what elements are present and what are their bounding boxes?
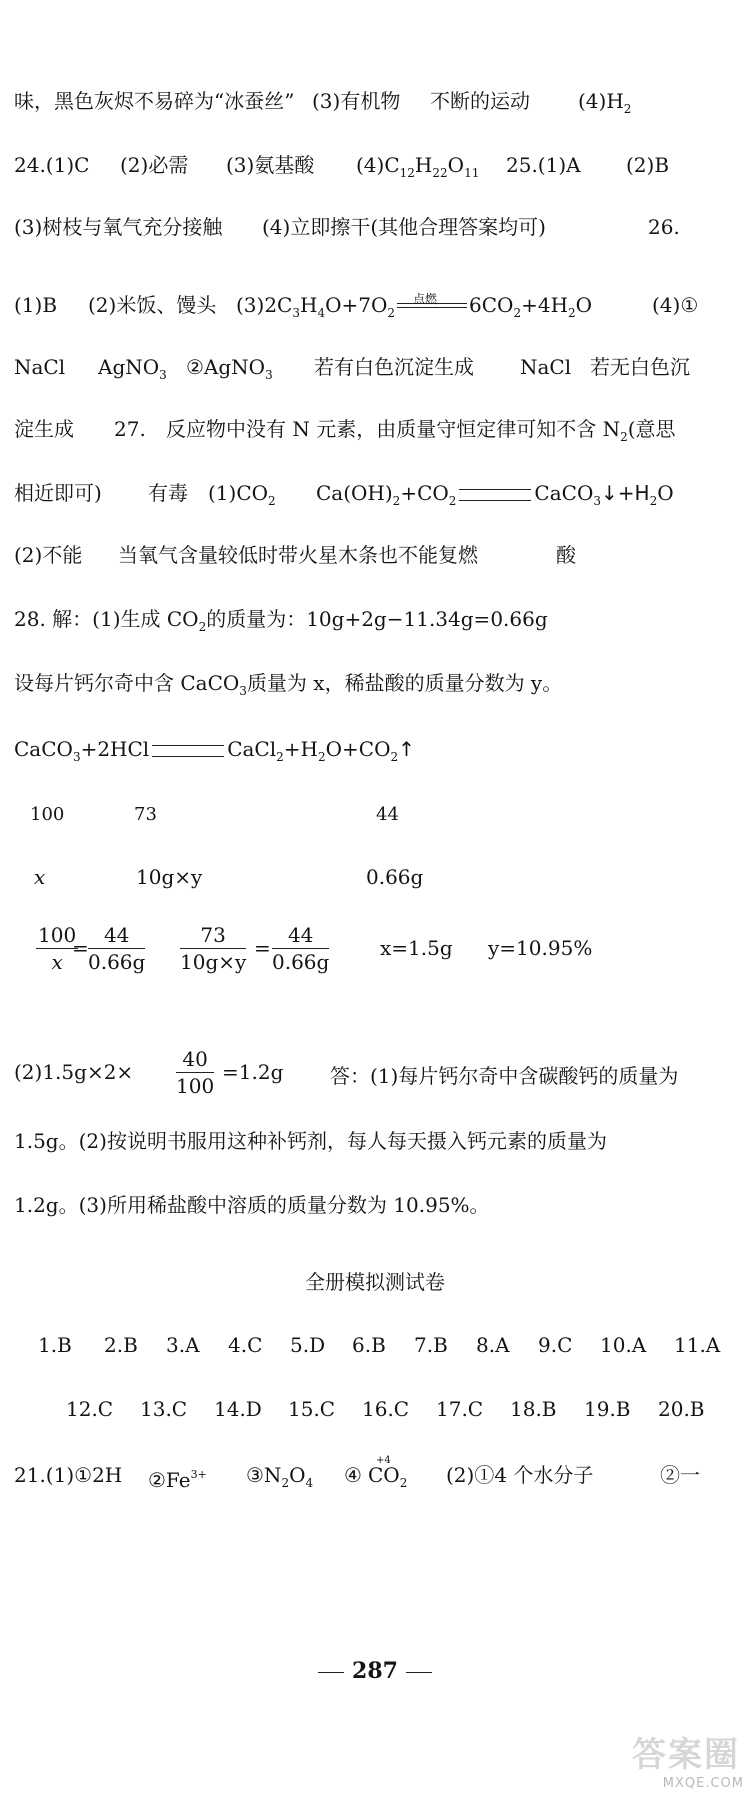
text: ②AgNO [186,355,266,379]
formula [208,478,276,516]
text: 6CO [469,293,514,317]
answer-item: 13.C [140,1397,188,1421]
subscript: 3 [593,494,601,508]
subscript: 2 [392,494,401,508]
text: (2)必需 [120,153,189,177]
fraction [176,1046,214,1099]
condition-label: 点燃 [413,292,438,306]
text: H [300,293,318,317]
text: Ca(OH) [316,481,393,505]
text: 1.2g。(3)所用稀盐酸中溶质的质量分数为 10.95%。 [14,1193,490,1217]
equation [316,478,674,516]
subscript: 22 [432,166,448,180]
equation [14,734,415,772]
answer-line [0,668,750,728]
text: 答：(1)每片钙尔奇中含碳酸钙的质量为 [330,1064,679,1088]
text: ↓+H [601,481,650,505]
subscript: 2 [399,1476,408,1490]
text: (3)树枝与氧气充分接触 [14,215,223,239]
reaction-condition-sign [395,290,469,320]
text: 1.5g。(2)按说明书服用这种补钙剂，每人每天摄入钙元素的质量为 [14,1129,607,1153]
eq-line [397,307,467,308]
denominator: 0.66g [88,950,146,974]
text: x [34,865,46,889]
text: +CO [400,481,449,505]
answer-item: 10.A [600,1333,647,1357]
text: (2)米饭、馒头 [88,293,217,317]
text: +2HCl [80,737,150,761]
text: CaCO [534,481,594,505]
dash [318,1672,344,1673]
text: NaCl [520,355,572,379]
answer-item: 2.B [104,1333,138,1357]
text: y=10.95% [488,936,593,960]
subscript: 2 [620,430,628,444]
answer-item: 6.B [352,1333,386,1357]
subscript: 2 [390,750,399,764]
text: 不断的运动 [430,89,530,113]
text: +4H [521,293,569,317]
text: 反应物中没有 N 元素，由质量守恒定律可知不含 N [166,417,621,441]
equals-sign [152,745,224,757]
fraction [272,922,329,975]
text: CO [368,1463,400,1487]
text: =1.2g [222,1060,284,1084]
subscript: 12 [399,166,415,180]
text: ②一 [660,1463,700,1487]
text: (2)不能 [14,543,83,567]
dash [406,1672,432,1673]
text: 有毒 [148,481,188,505]
formula [14,604,548,642]
subscript: 2 [448,494,457,508]
text: = [72,936,89,960]
formula [356,150,479,188]
fraction-line [0,1046,750,1106]
text: 44 [376,804,399,825]
denominator: x [51,950,63,974]
subscript: 4 [317,306,326,320]
up-arrow-icon: ↑ [398,737,415,761]
answer-item: 8.A [476,1333,510,1357]
answer-item: 14.D [214,1397,262,1421]
subscript: 2 [276,750,284,764]
text: O [447,153,465,177]
numerator: 100 [38,923,77,947]
numerator: 44 [272,922,329,949]
text: 相近即可) [14,481,102,505]
superscript: 3+ [190,1468,207,1481]
subscript: 3 [72,750,81,764]
subscript: 3 [239,684,247,698]
text: (4)① [652,293,699,317]
subscript: 2 [317,750,326,764]
text: CaCl [227,737,277,761]
text: 0.66g [366,865,424,889]
section-title: 全册模拟测试卷 [305,1270,445,1294]
valence-mark: +4 [376,1455,391,1466]
text: O+7O [325,293,388,317]
answer-item: 12.C [66,1397,114,1421]
answer-item: 9.C [538,1333,573,1357]
text: 73 [134,804,157,825]
text: = [254,936,271,960]
text: NaCl [14,355,66,379]
formula [166,414,676,452]
fraction-line [0,922,750,982]
text: 27. [114,417,146,441]
text: O+CO [325,737,391,761]
text: 25.(1)A [506,153,581,177]
subscript: 2 [268,494,276,508]
text: 21.(1)①2H [14,1463,123,1487]
subscript: 2 [568,306,576,320]
text: H [414,153,433,177]
formula [14,668,562,706]
text: 26. [648,215,680,239]
denominator: 0.66g [272,950,330,974]
subscript: 2 [198,620,207,634]
answer-item: 11.A [674,1333,721,1357]
subscript: 3 [265,368,273,382]
formula [246,1460,313,1498]
subscript: 3 [292,306,300,320]
answer-item: 15.C [288,1397,336,1421]
subscript: 11 [464,166,480,180]
answer-item: 18.B [510,1397,557,1421]
text: 酸 [556,543,576,567]
equation [236,290,592,328]
text: 当氧气含量较低时带火星木条也不能复燃 [118,543,478,567]
text: 质量为 x，稀盐酸的质量分数为 y。 [246,671,563,695]
numerator: 73 [180,922,246,949]
text: (2)①4 个水分子 [446,1463,594,1487]
text: (1)CO [208,481,269,505]
denominator: 100 [176,1074,215,1098]
text: (3)2C [236,293,293,317]
text: 100 [30,804,65,825]
text: (4)C [356,153,400,177]
text: (4)H [578,89,624,113]
formula [98,352,167,390]
subscript: 3 [159,368,167,382]
text: O [575,293,593,317]
formula [148,1460,207,1495]
text: (2)1.5g×2× [14,1060,134,1084]
watermark-logo-text: 答案圈 [632,1735,740,1775]
text: CaCO [14,737,73,761]
text: (3)有机物 [312,89,401,113]
watermark-url: MXQE.COM [662,1776,744,1791]
answer-line [0,1190,750,1250]
answer-item: 19.B [584,1397,631,1421]
text: O [657,481,674,505]
text: 若无白色沉 [590,355,690,379]
text: +H [283,737,318,761]
text: (2)B [626,153,670,177]
eq-line [397,303,467,304]
answer-item: 5.D [290,1333,326,1357]
numerator: 44 [88,922,145,949]
formula [186,352,273,390]
text: 淀生成 [14,417,74,441]
text: ④ [344,1463,362,1487]
fraction [88,922,145,975]
text: 若有白色沉淀生成 [314,355,474,379]
formula [368,1455,408,1498]
page-number [290,1658,460,1684]
subscript: 4 [305,1476,314,1490]
subscript: 2 [513,306,522,320]
page-number-text: 287 [352,1658,398,1684]
text: 设每片钙尔奇中含 CaCO [14,671,240,695]
subscript: 2 [623,102,632,116]
numerator: 40 [176,1046,214,1073]
answer-line [0,734,750,794]
text: O [289,1463,306,1487]
text: ③N [246,1463,282,1487]
text: x=1.5g [380,936,453,960]
text: AgNO [98,355,160,379]
text: (3)氨基酸 [226,153,315,177]
answer-item: 4.C [228,1333,263,1357]
text: 24.(1)C [14,153,90,177]
text: 味，黑色灰烬不易碎为“冰蚕丝” [14,89,295,113]
text: ②Fe [148,1468,191,1492]
watermark-logo [602,1723,750,1795]
text: 28. 解：(1)生成 CO [14,607,199,631]
equals-sign [459,489,531,501]
answer-item: 20.B [658,1397,705,1421]
answer-item: 16.C [362,1397,410,1421]
subscript: 2 [387,306,396,320]
denominator: 10g×y [180,950,247,974]
answer-item: 7.B [414,1333,448,1357]
answer-item: 1.B [38,1333,72,1357]
text: (4)立即擦干(其他合理答案均可) [262,215,546,239]
text: (意思 [627,417,676,441]
answer-item: 17.C [436,1397,484,1421]
answer-item: 3.A [166,1333,200,1357]
answer-line [0,604,750,664]
formula [578,86,631,124]
text: 的质量为：10g+2g−11.34g=0.66g [206,607,548,631]
text: 10g×y [136,865,203,889]
text: (1)B [14,293,58,317]
subscript: 2 [281,1476,290,1490]
fraction [180,922,246,975]
answer-line [0,1126,750,1186]
subscript: 2 [649,494,658,508]
